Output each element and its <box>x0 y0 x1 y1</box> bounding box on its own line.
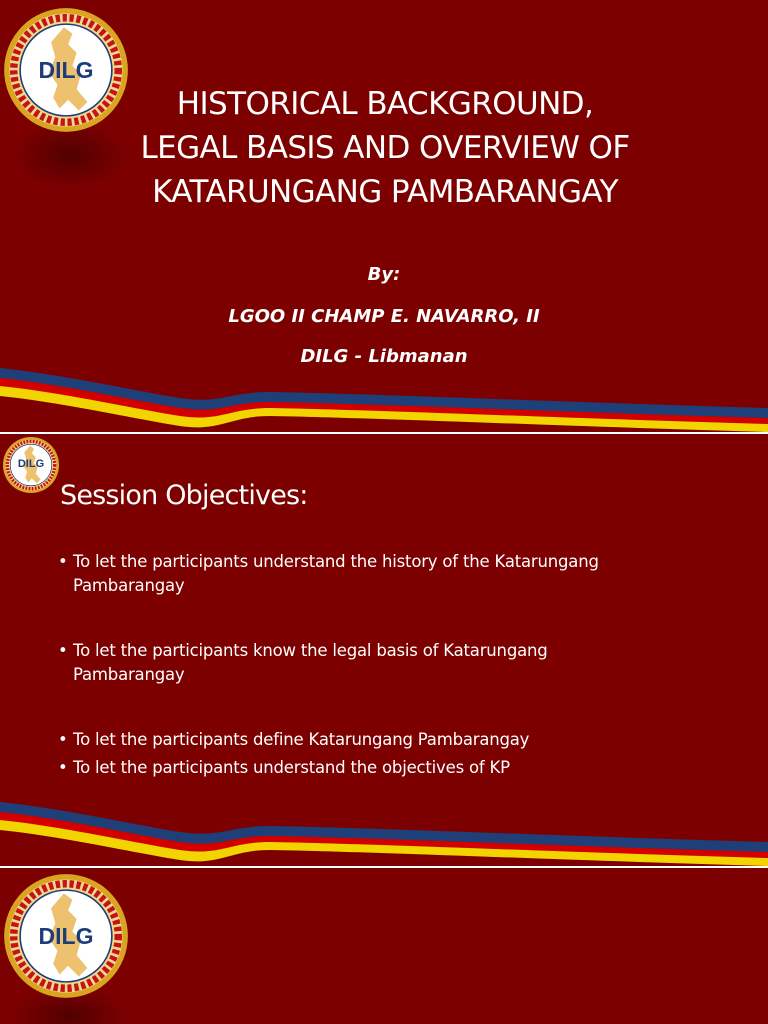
objective-line: Pambarangay <box>73 576 185 595</box>
title-slide <box>0 0 768 432</box>
title-line: LEGAL BASIS AND OVERVIEW OF <box>140 130 630 166</box>
bullet-icon: • <box>58 552 68 571</box>
objectives-slide <box>0 434 768 866</box>
objective-line: To let the participants know the legal basis of Katarungang <box>73 641 548 660</box>
title-line: KATARUNGANG PAMBARANGAY <box>152 174 618 210</box>
objective-line: To let the participants understand the objectives of KP <box>73 758 510 777</box>
objective-line: Pambarangay <box>73 665 185 684</box>
logo-text: DILG <box>17 458 45 470</box>
next-slide-partial <box>0 868 768 1024</box>
list-item <box>58 728 698 752</box>
dilg-seal-icon <box>2 872 130 1000</box>
dilg-seal-icon <box>2 436 60 494</box>
objective-line: To let the participants define Katarungang Pambarangay <box>73 730 530 749</box>
decorative-waves <box>0 360 768 432</box>
list-item <box>58 756 698 780</box>
slide-title <box>80 82 690 214</box>
decorative-waves <box>0 794 768 866</box>
presenter-office: DILG - Libmanan <box>300 346 468 367</box>
bullet-icon: • <box>58 758 68 777</box>
bullet-icon: • <box>58 730 68 749</box>
logo-text: DILG <box>38 923 94 949</box>
objective-line: To let the participants understand the history of the Katarungang <box>73 552 599 571</box>
by-label: By: <box>367 264 401 285</box>
logo-text: DILG <box>38 57 94 83</box>
title-line: HISTORICAL BACKGROUND, <box>176 86 594 122</box>
list-item <box>58 639 698 687</box>
list-item <box>58 550 698 598</box>
bullet-icon: • <box>58 641 68 660</box>
presenter-name: LGOO II CHAMP E. NAVARRO, II <box>228 306 540 327</box>
slide-heading: Session Objectives: <box>60 480 308 511</box>
